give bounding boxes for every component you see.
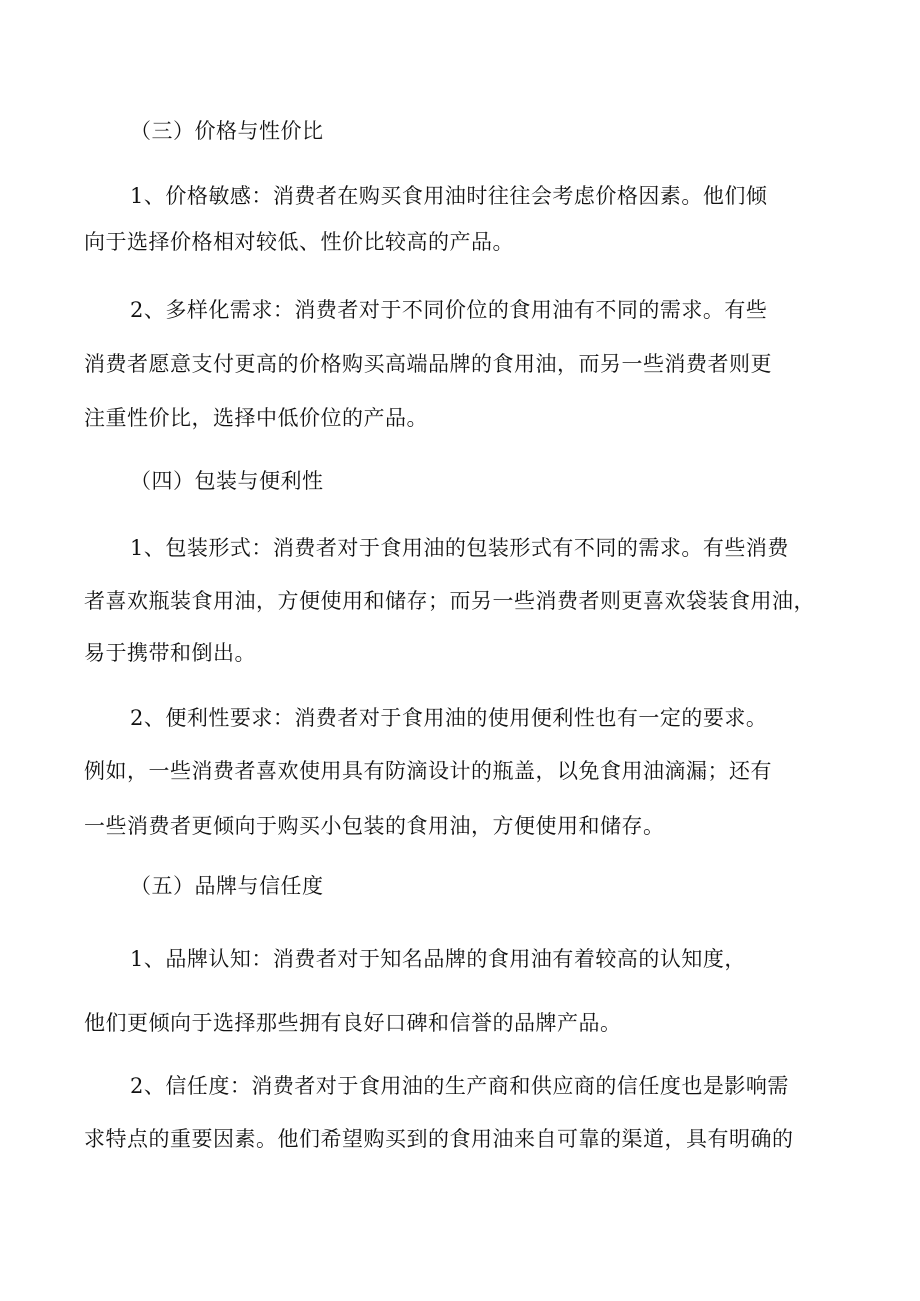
paragraph-line: 1、包装形式：消费者对于食用油的包装形式有不同的需求。有些消费 <box>130 536 789 560</box>
paragraph-line: 一些消费者更倾向于购买小包装的食用油，方便使用和储存。 <box>84 814 665 838</box>
section-heading: （五）品牌与信任度 <box>130 874 324 898</box>
paragraph-line: 求特点的重要因素。他们希望购买到的食用油来自可靠的渠道，具有明确的 <box>84 1127 794 1151</box>
section-heading: （三）价格与性价比 <box>130 119 324 143</box>
paragraph-line: 消费者愿意支付更高的价格购买高端品牌的食用油，而另一些消费者则更 <box>84 352 772 376</box>
paragraph-line: 1、价格敏感：消费者在购买食用油时往往会考虑价格因素。他们倾 <box>130 184 768 208</box>
paragraph-line: 2、便利性要求：消费者对于食用油的使用便利性也有一定的要求。 <box>130 706 768 730</box>
paragraph-line: 向于选择价格相对较低、性价比较高的产品。 <box>84 230 514 254</box>
paragraph-line: 者喜欢瓶装食用油，方便使用和储存；而另一些消费者则更喜欢袋装食用油， <box>84 589 815 613</box>
section-heading: （四）包装与便利性 <box>130 469 324 493</box>
paragraph-line: 例如，一些消费者喜欢使用具有防滴设计的瓶盖，以免食用油滴漏；还有 <box>84 759 772 783</box>
paragraph-line: 易于携带和倒出。 <box>84 641 256 665</box>
paragraph-line: 2、多样化需求：消费者对于不同价位的食用油有不同的需求。有些 <box>130 298 768 322</box>
paragraph-line: 注重性价比，选择中低价位的产品。 <box>84 406 428 430</box>
paragraph-line: 他们更倾向于选择那些拥有良好口碑和信誉的品牌产品。 <box>84 1011 622 1035</box>
paragraph-line: 1、品牌认知：消费者对于知名品牌的食用油有着较高的认知度， <box>130 947 746 971</box>
paragraph-line: 2、信任度：消费者对于食用油的生产商和供应商的信任度也是影响需 <box>130 1074 789 1098</box>
